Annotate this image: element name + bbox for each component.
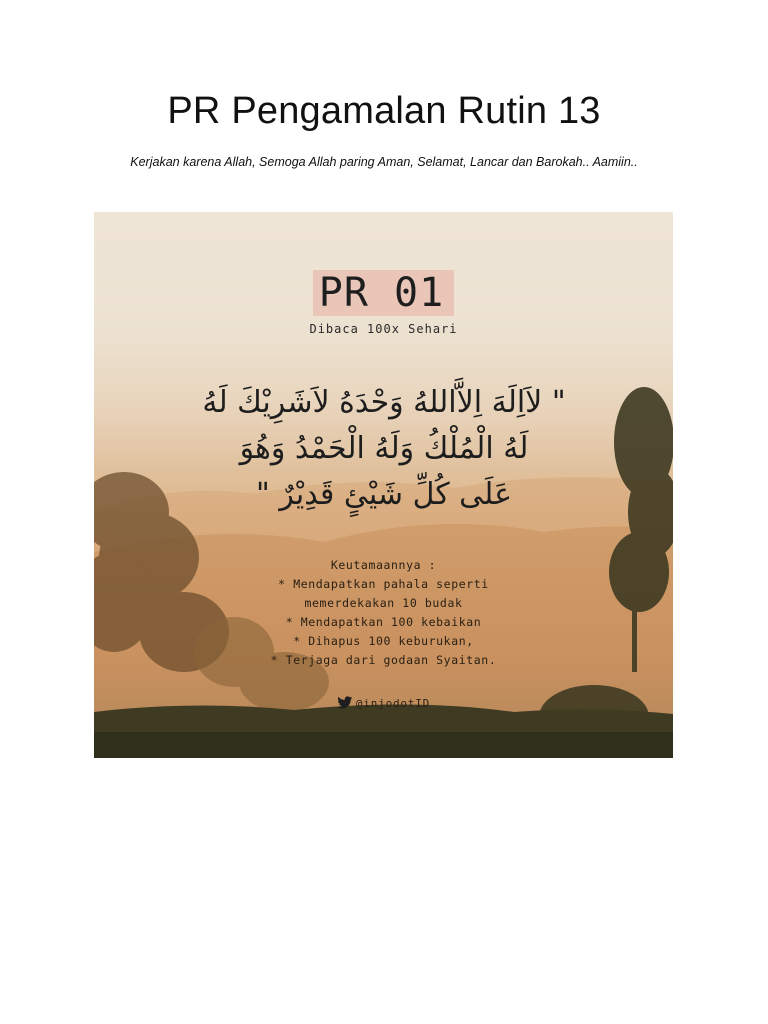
poster-heading-text: PR 01 [313, 270, 454, 316]
benefit-item: * Mendapatkan pahala seperti [278, 577, 489, 591]
benefits-title: Keutamaannya : [330, 558, 437, 572]
arabic-dhikr-text [134, 380, 634, 518]
poster-image [94, 212, 673, 758]
benefit-item: * Terjaga dari godaan Syaitan. [270, 653, 497, 667]
benefit-item: * Dihapus 100 keburukan, [293, 634, 474, 648]
social-handle: @injodotID [355, 697, 431, 710]
document-title: PR Pengamalan Rutin 13 [167, 90, 601, 132]
social-credit [94, 696, 673, 710]
arabic-line: عَلَى كُلِّ شَيْئٍ قَدِيْرٌ " [256, 477, 512, 512]
benefit-item: * Mendapatkan 100 kebaikan [285, 615, 482, 629]
twitter-bird-icon [337, 696, 353, 710]
arabic-line: " لاَاِلَهَ اِلاَّاللهُ وَحْدَهُ لاَشَرِيْكَ لَهُ [202, 385, 566, 420]
benefit-item: memerdekakan 10 budak [304, 596, 463, 610]
arabic-line: لَهُ الْمُلْكُ وَلَهُ الْحَمْدُ وَهُوَ [239, 431, 529, 466]
poster-subheading: Dibaca 100x Sehari [309, 322, 458, 336]
benefits-block [94, 556, 673, 670]
document-subtitle: Kerjakan karena Allah, Semoga Allah paring Aman, Selamat, Lancar dan Barokah.. Aamiin.. [130, 155, 638, 169]
poster-heading [94, 270, 673, 316]
